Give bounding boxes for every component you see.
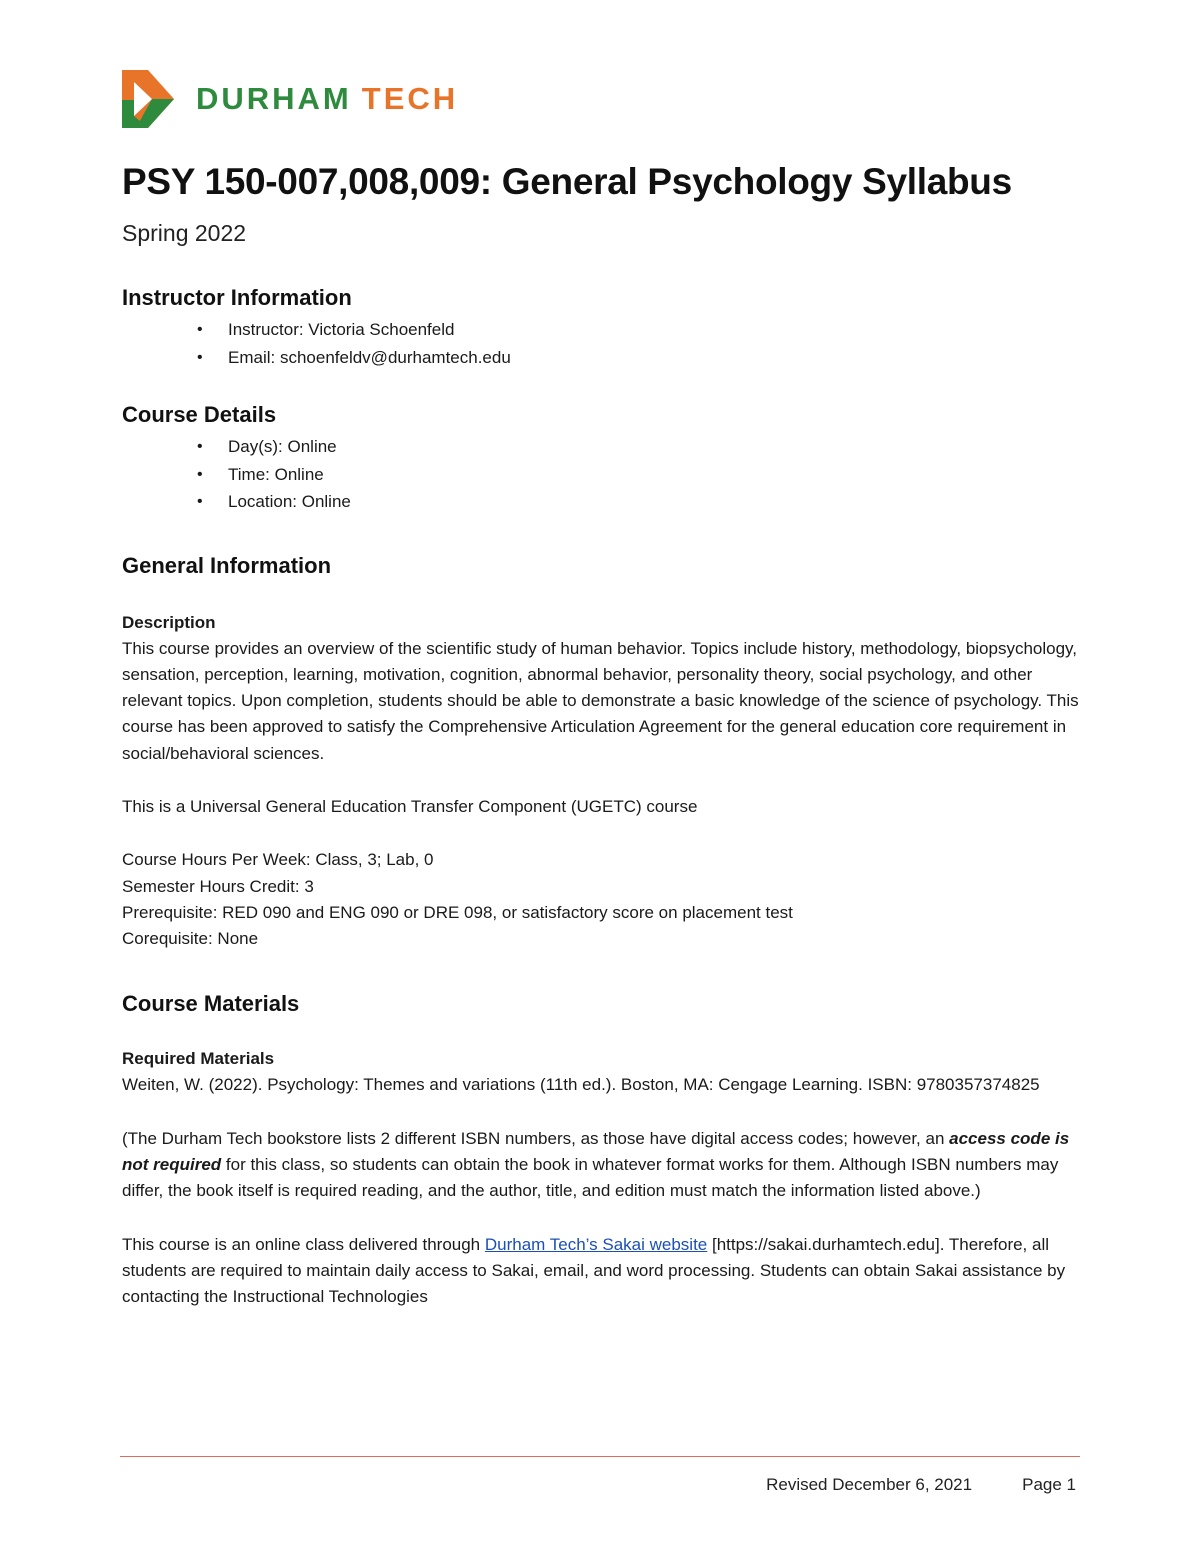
instructor-email: • Email: schoenfeldv@durhamtech.edu <box>228 344 1082 372</box>
instructor-heading: Instructor Information <box>122 285 352 310</box>
logo-word-tech: TECH <box>361 81 459 116</box>
durham-tech-logo <box>122 70 458 128</box>
course-materials-heading: Course Materials <box>122 991 300 1017</box>
required-materials-heading: Required Materials <box>122 1049 275 1069</box>
term-subtitle: Spring 2022 <box>122 220 247 246</box>
description-heading: Description <box>122 612 216 632</box>
corequisite: Corequisite: None <box>122 929 259 949</box>
instructor-name: • Instructor: Victoria Schoenfeld <box>228 316 1082 344</box>
credit-hours: Semester Hours Credit: 3 <box>122 876 314 896</box>
prerequisite: Prerequisite: RED 090 and ENG 090 or DRE 098, or satisfactory score on placement test <box>122 902 793 922</box>
course-location: • Location: Online <box>228 488 1082 516</box>
course-days: • Day(s): Online <box>228 433 1082 461</box>
footer-divider <box>120 1456 1080 1457</box>
description-text: This course provides an overview of the scientific study of human behavior. Topics include history, methodology, biopsychology, sensation, perception, learning, motivation, cognition, abnormal behavior, personality theory, social psychology, and other relevant topics. Upon completion, students should be able to demonstrate a basic knowledge of the science of psychology. This course has been approved to satisfy the Comprehensive Articulation Agreement for the general education core requirement in social/behavioral sciences. <box>122 638 1079 763</box>
online-class-text <box>122 1232 1082 1311</box>
isbn-note-emphasis: access code is not required <box>122 1128 1070 1175</box>
isbn-note-part2: for this class, so students can obtain the book in whatever format works for them. Although ISBN numbers may differ, the book itself is required reading, and the author, title, and edition must match the information listed above.) <box>122 1155 1059 1201</box>
ugetc-text: This is a Universal General Education Transfer Component (UGETC) course <box>122 796 698 816</box>
page-footer <box>766 1472 1076 1498</box>
logo-wordmark <box>196 81 458 117</box>
course-details-heading: Course Details <box>122 402 277 427</box>
general-info-heading: General Information <box>122 552 332 578</box>
isbn-note <box>122 1126 1082 1205</box>
isbn-note-part1: (The Durham Tech bookstore lists 2 different ISBN numbers, as those have digital access codes; however, an <box>122 1128 950 1148</box>
logo-word-durham: DURHAM <box>196 81 352 116</box>
instructor-list <box>122 316 1082 371</box>
page-title: PSY 150-007,008,009: General Psychology Syllabus <box>122 161 1012 202</box>
sakai-website-link[interactable]: Durham Tech’s Sakai website <box>484 1234 708 1254</box>
document-body <box>122 158 1082 1311</box>
course-details-list <box>122 433 1082 516</box>
durham-tech-logo-icon <box>122 70 178 128</box>
textbook-citation: Weiten, W. (2022). Psychology: Themes and variations (11th ed.). Boston, MA: Cengage Learning. ISBN: 9780357374825 <box>122 1075 1040 1095</box>
course-time: • Time: Online <box>228 461 1082 489</box>
course-hours: Course Hours Per Week: Class, 3; Lab, 0 <box>122 850 434 870</box>
online-text-part2: [https://sakai.durhamtech.edu]. Therefore, all students are required to maintain daily access to Sakai, email, and word processing. Students can obtain Sakai assistance by contacting the Instructional Technologies <box>122 1234 1066 1307</box>
online-text-part1: This course is an online class delivered through <box>122 1234 485 1254</box>
revision-date: Revised December 6, 2021 <box>766 1475 973 1494</box>
page-number: Page 1 <box>1022 1475 1076 1494</box>
